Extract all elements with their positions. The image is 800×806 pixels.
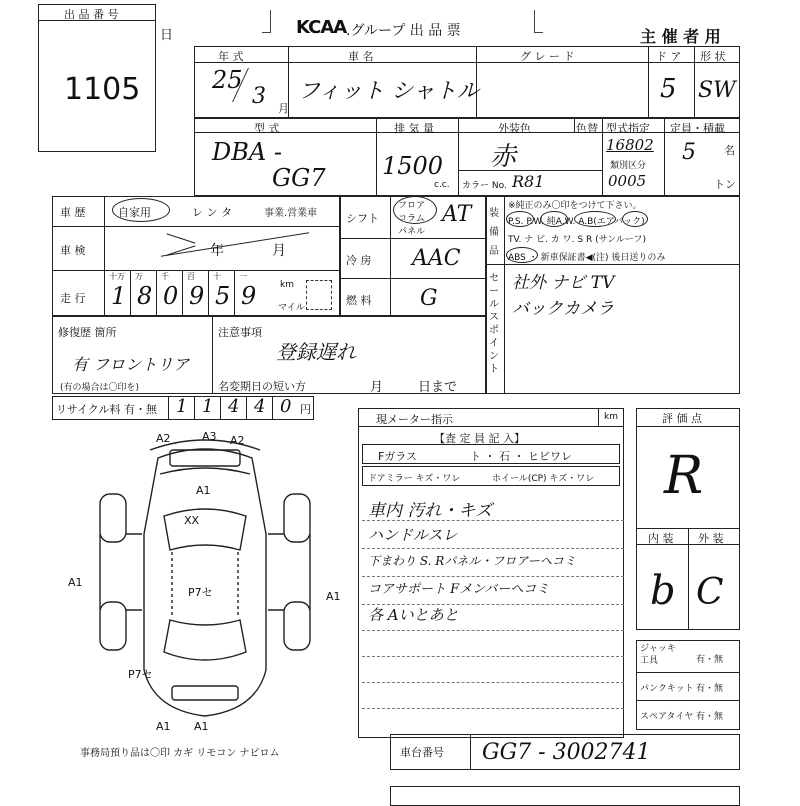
recycle-digit-value: 1 [202, 396, 214, 417]
color-no-label: カラー No. [462, 181, 507, 191]
ton-unit: トン [714, 178, 736, 191]
shift-option-column: コラム [398, 214, 425, 224]
accessory-punctkit-label: パンクキット [640, 684, 694, 694]
interior-score: b [650, 568, 676, 614]
car-damage-diagram [60, 424, 350, 734]
sales-point-1: 社外 ナビ TV [512, 273, 615, 293]
inspector-note-4: コアサポート Fメンバーへコミ [368, 582, 550, 597]
model-prefix: DBA - [212, 138, 282, 166]
recycle-label: リサイクル料 有・無 [56, 403, 157, 416]
repair-value: 有 フロントリア [72, 355, 190, 374]
color-change-label: 色替 [576, 122, 598, 135]
inspector-note-2: ハンドルスレ [368, 526, 458, 544]
diagram-mark-5: XX [184, 514, 200, 527]
capacity-unit: 名 [724, 144, 735, 157]
fuel-label: 燃 料 [346, 294, 372, 307]
mileage-digit-value: 9 [189, 282, 205, 310]
capacity-value: 5 [682, 140, 696, 165]
equipment-label: 装 備 品 [489, 208, 499, 257]
type-designation-label: 型式指定 [606, 122, 650, 135]
recycle-yen: 円 [300, 403, 311, 416]
recycle-digit-value: 1 [176, 396, 188, 417]
month-unit: 月 [278, 102, 289, 115]
recycle-digit-value: 0 [280, 396, 292, 417]
repair-note: (有の場合は〇印を) [60, 383, 140, 393]
car-name-label: 車 名 [348, 50, 374, 63]
mileage-digit-cell [130, 270, 156, 316]
color-label: 外装色 [498, 122, 531, 135]
accessory-punctkit-value: 有・無 [696, 684, 724, 694]
equipment-line-3: ABS ・ 新車保証書◀(注) 後日送りのみ [508, 253, 666, 263]
ac-value: AAC [412, 246, 461, 271]
km-label: km [280, 280, 294, 290]
mileage-digit-label: 十 [213, 272, 221, 281]
inspector-note-5: 各 Aいとあと [368, 606, 459, 624]
year-value: 25 [212, 66, 243, 94]
caution-label: 注意事項 [218, 326, 262, 339]
header-right: 主 催 者 用 [640, 27, 721, 46]
diagram-mark-8: P7セ [188, 586, 213, 599]
displacement-label: 排 気 量 [394, 122, 434, 135]
inspection-year: 年 [210, 243, 224, 259]
caution-value: 登録遅れ [276, 340, 356, 364]
accessory-jack-label: ジャッキ 工具 [640, 644, 676, 666]
mileage-digit-cell [156, 270, 182, 316]
month-value: 3 [252, 84, 266, 109]
mileage-digit-label: 千 [161, 272, 169, 281]
mileage-digit-value: 5 [215, 282, 231, 310]
shape-label: 形 状 [700, 50, 726, 63]
shift-option-panel: パネル [398, 227, 426, 237]
equipment-note: ※純正のみ〇印をつけて下さい。 [508, 201, 642, 211]
category-no-value: 0005 [608, 172, 647, 190]
exterior-label: 外 装 [698, 532, 724, 545]
color-value: 赤 [490, 142, 517, 172]
diagram-mark-11: A1 [194, 720, 209, 733]
diagram-mark-4: A1 [196, 484, 211, 497]
capacity-label: 定員・積載 [670, 122, 725, 135]
car-name: フィット シャトル [298, 79, 479, 104]
interior-label: 内 装 [648, 532, 674, 545]
mileage-label: 走 行 [60, 292, 86, 305]
exterior-score: C [696, 572, 724, 613]
lot-number: 1105 [64, 72, 141, 107]
diagram-mark-9: P7セ [128, 668, 153, 681]
glass-label: Fガラス [378, 450, 417, 463]
equipment-line-2: TV. ナ ビ. カ ワ. S R (サンルーフ) [508, 235, 646, 245]
inspector-title: 【査 定 員 記 入】 [434, 432, 525, 445]
grade-label: グ レ ー ド [520, 50, 575, 63]
header-brand: KCAA [296, 17, 347, 38]
inspector-note-1: 車内 汚れ・キズ [368, 501, 493, 521]
lot-number-label: 出 品 番 号 [64, 8, 119, 21]
chassis-value: GG7 - 3002741 [482, 740, 651, 765]
rating-score: R [664, 446, 704, 506]
mileage-digit-cell [208, 270, 234, 316]
recycle-digit-value: 4 [228, 396, 240, 417]
mileage-digit-cell [234, 270, 260, 316]
cc-unit: c.c. [434, 180, 450, 190]
accessory-spare-label: スペアタイヤ [640, 712, 694, 722]
mileage-digit-label: 十万 [109, 272, 125, 281]
model-value: GG7 [272, 164, 326, 192]
glass-items: ト ・ 石 ・ ヒビワレ [470, 450, 572, 463]
mileage-digit-label: 万 [135, 272, 143, 281]
type-no-value: 16802 [606, 136, 654, 154]
color-no-value: R81 [512, 172, 545, 191]
door-label: ド ア [656, 50, 682, 63]
repair-label: 修復歴 箇所 [58, 326, 117, 339]
shift-value: AT [442, 202, 472, 227]
category-label: 類別区分 [610, 161, 647, 171]
equipment-line-1: P.S. P.W. 純A.W. A.B(エアバック) [508, 217, 645, 227]
inspection-month: 月 [272, 243, 286, 259]
mileage-digit-label: 百 [187, 272, 195, 281]
meter-km: km [604, 412, 618, 422]
rating-label: 評 価 点 [662, 412, 702, 425]
inspection-label: 車 検 [60, 244, 86, 257]
mile-checkbox[interactable] [306, 280, 332, 310]
mile-label: マイル [278, 303, 305, 313]
model-label: 型 式 [254, 122, 280, 135]
shape-value: SW [698, 78, 736, 103]
accessory-spare-value: 有・無 [696, 712, 724, 722]
diagram-mark-1: A2 [156, 432, 171, 445]
history-label: 車 歴 [60, 206, 86, 219]
shift-option-floor: フロア [398, 201, 426, 211]
mileage-digit-value: 1 [111, 282, 127, 310]
chassis-label: 車台番号 [400, 746, 444, 759]
history-selected-circle [112, 198, 170, 222]
displacement-value: 1500 [382, 152, 444, 180]
recycle-digit-cell [194, 396, 220, 420]
wheel-label: ホイール(CP) キズ・ワレ [492, 474, 595, 484]
name-change-label: 名変期日の短い方 [218, 380, 306, 393]
diagram-mark-2: A3 [202, 430, 217, 443]
recycle-digit-value: 4 [254, 396, 266, 417]
history-option-private: 自家用 [118, 206, 151, 219]
mileage-digit-value: 0 [163, 282, 179, 310]
mileage-digit-value: 8 [137, 282, 153, 310]
inspector-note-3: 下まわり S. Rパネル・フロアーへコミ [368, 554, 576, 568]
accessory-jack-value: 有・無 [696, 655, 724, 665]
year-label: 年 式 [218, 50, 244, 63]
mileage-digit-cell [182, 270, 208, 316]
recycle-digit-cell [272, 396, 298, 420]
recycle-digit-cell [220, 396, 246, 420]
diagram-mark-3: A2 [230, 434, 245, 447]
mileage-digit-label: 一 [239, 272, 247, 281]
diagram-mark-6: A1 [68, 576, 83, 589]
mileage-digit-value: 9 [241, 282, 257, 310]
ac-label: 冷 房 [346, 254, 372, 267]
bottom-partial-box [390, 786, 740, 806]
sales-point-2: バックカメラ [512, 299, 614, 319]
diagram-mark-10: A1 [156, 720, 171, 733]
name-change-month: 月 [370, 380, 384, 395]
recycle-digit-cell [246, 396, 272, 420]
history-option-rental: レ ン タ [192, 206, 232, 219]
fuel-value: G [420, 286, 438, 311]
day-mark: 日 [160, 28, 174, 43]
history-option-business: 事業.営業車 [264, 208, 318, 219]
recycle-digit-cell [168, 396, 194, 420]
header-title: .グループ 出 品 票 [346, 23, 461, 39]
door-value: 5 [660, 74, 677, 104]
name-change-day: 日まで [418, 380, 458, 395]
shift-selected-circle [393, 196, 437, 224]
mileage-digit-cell [104, 270, 130, 316]
diagram-mark-7: A1 [326, 590, 341, 603]
office-note: 事務局預り品は〇印 カギ リモコン ナビロム [80, 748, 280, 759]
shift-label: シフト [346, 212, 379, 225]
sales-point-label: セールスポイント [489, 273, 499, 375]
mirror-label: ドアミラー キズ・ワレ [368, 474, 461, 484]
meter-label: 現メーター指示 [376, 413, 453, 426]
